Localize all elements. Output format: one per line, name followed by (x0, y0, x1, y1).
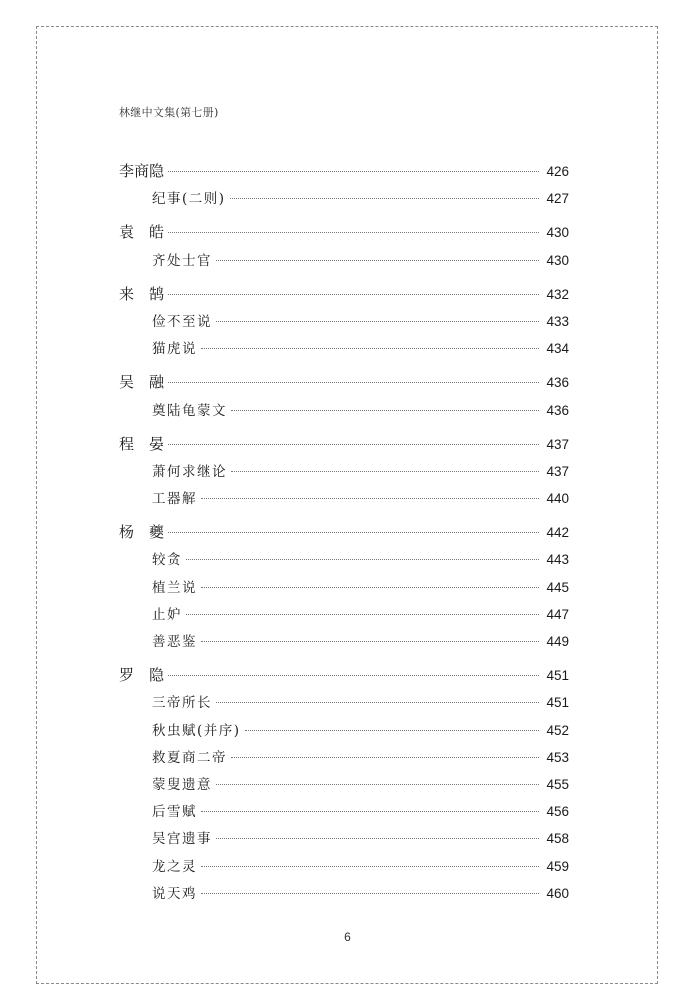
dot-leader (231, 757, 539, 758)
dot-leader (216, 838, 539, 839)
work-title: 说天鸡 (152, 885, 197, 902)
work-title: 奠陆龟蒙文 (152, 402, 227, 419)
work-title: 纪事(二则) (152, 191, 226, 208)
page-number: 6 (344, 930, 351, 944)
dot-leader (231, 471, 539, 472)
page-ref: 436 (546, 402, 569, 418)
page-ref: 430 (546, 225, 569, 241)
dot-leader (168, 171, 539, 172)
dot-leader (216, 321, 539, 322)
page-ref: 432 (546, 286, 569, 302)
dot-leader (201, 811, 539, 812)
dot-leader (168, 232, 539, 233)
toc-work-entry[interactable] (119, 548, 569, 575)
work-title: 三帝所长 (152, 695, 212, 712)
dot-leader (186, 559, 539, 560)
dot-leader (168, 532, 539, 533)
toc-work-entry[interactable] (119, 603, 569, 630)
toc-group (119, 371, 569, 425)
work-title: 俭不至说 (152, 313, 212, 330)
work-title: 后雪赋 (152, 804, 197, 821)
page-ref: 459 (546, 858, 569, 874)
running-head: 林继中文集(第七册) (119, 106, 219, 119)
dot-leader (216, 702, 539, 703)
page-ref: 436 (546, 375, 569, 391)
work-title: 植兰说 (152, 579, 197, 596)
page-ref: 455 (546, 776, 569, 792)
work-title: 齐处士官 (152, 252, 212, 269)
page-ref: 437 (546, 463, 569, 479)
toc-author-entry[interactable] (119, 221, 569, 248)
toc-work-entry[interactable] (119, 576, 569, 603)
work-title: 较贪 (152, 552, 182, 569)
page-ref: 451 (546, 668, 569, 684)
toc-work-entry[interactable] (119, 187, 569, 214)
page-ref: 433 (546, 313, 569, 329)
page-ref: 443 (546, 552, 569, 568)
page-ref: 442 (546, 525, 569, 541)
work-title: 秋虫赋(并序) (152, 722, 241, 739)
toc-work-entry[interactable] (119, 719, 569, 746)
author-name: 袁 皓 (119, 223, 165, 242)
author-name: 罗 隐 (119, 666, 165, 685)
toc-group (119, 160, 569, 214)
toc-author-entry[interactable] (119, 664, 569, 691)
work-title: 猫虎说 (152, 341, 197, 358)
page-ref: 437 (546, 436, 569, 452)
page-ref: 445 (546, 579, 569, 595)
work-title: 龙之灵 (152, 858, 197, 875)
dot-leader (201, 348, 539, 349)
dot-leader (201, 498, 539, 499)
toc-author-entry[interactable] (119, 283, 569, 310)
toc-author-entry[interactable] (119, 371, 569, 398)
table-of-contents (119, 160, 569, 916)
dot-leader (186, 614, 539, 615)
dot-leader (201, 587, 539, 588)
dot-leader (201, 866, 539, 867)
toc-work-entry[interactable] (119, 691, 569, 718)
toc-work-entry[interactable] (119, 487, 569, 514)
page-ref: 447 (546, 606, 569, 622)
toc-group (119, 433, 569, 515)
page-ref: 458 (546, 831, 569, 847)
toc-work-entry[interactable] (119, 337, 569, 364)
author-name: 来 鹄 (119, 284, 165, 303)
toc-group (119, 664, 569, 909)
dot-leader (168, 444, 539, 445)
toc-group (119, 221, 569, 275)
toc-work-entry[interactable] (119, 399, 569, 426)
dot-leader (168, 675, 539, 676)
dot-leader (168, 382, 539, 383)
page-ref: 440 (546, 491, 569, 507)
work-title: 救夏商二帝 (152, 749, 227, 766)
work-title: 蒙叟遗意 (152, 776, 212, 793)
dot-leader (168, 294, 539, 295)
toc-work-entry[interactable] (119, 310, 569, 337)
page-ref: 449 (546, 634, 569, 649)
dot-leader (245, 730, 539, 731)
toc-author-entry[interactable] (119, 160, 569, 187)
page-ref: 460 (546, 885, 569, 901)
toc-author-entry[interactable] (119, 433, 569, 460)
work-title: 工器解 (152, 491, 197, 508)
work-title: 止妒 (152, 606, 182, 623)
author-name: 李商隐 (119, 162, 165, 180)
dot-leader (230, 198, 539, 199)
page-ref: 430 (546, 252, 569, 268)
page-ref: 456 (546, 804, 569, 820)
toc-work-entry[interactable] (119, 630, 569, 657)
toc-work-entry[interactable] (119, 460, 569, 487)
author-name: 杨 夔 (119, 523, 165, 542)
dot-leader (201, 641, 539, 642)
page-ref: 453 (546, 749, 569, 765)
toc-work-entry[interactable] (119, 746, 569, 773)
toc-work-entry[interactable] (119, 249, 569, 276)
dot-leader (216, 784, 539, 785)
page-ref: 452 (546, 722, 569, 738)
toc-work-entry[interactable] (119, 855, 569, 882)
page-ref: 426 (546, 164, 569, 179)
toc-work-entry[interactable] (119, 800, 569, 827)
toc-work-entry[interactable] (119, 827, 569, 854)
dot-leader (201, 893, 539, 894)
work-title: 吴宫遗事 (152, 831, 212, 848)
dot-leader (231, 410, 539, 411)
toc-group (119, 521, 569, 657)
toc-work-entry[interactable] (119, 773, 569, 800)
page-ref: 434 (546, 341, 569, 357)
page-ref: 451 (546, 695, 569, 711)
work-title: 善恶鉴 (152, 634, 197, 650)
toc-group (119, 283, 569, 365)
page-ref: 427 (546, 191, 569, 207)
work-title: 萧何求继论 (152, 463, 227, 480)
dot-leader (216, 260, 539, 261)
toc-work-entry[interactable] (119, 882, 569, 909)
author-name: 程 晏 (119, 434, 165, 453)
author-name: 吴 融 (119, 373, 165, 392)
toc-author-entry[interactable] (119, 521, 569, 548)
